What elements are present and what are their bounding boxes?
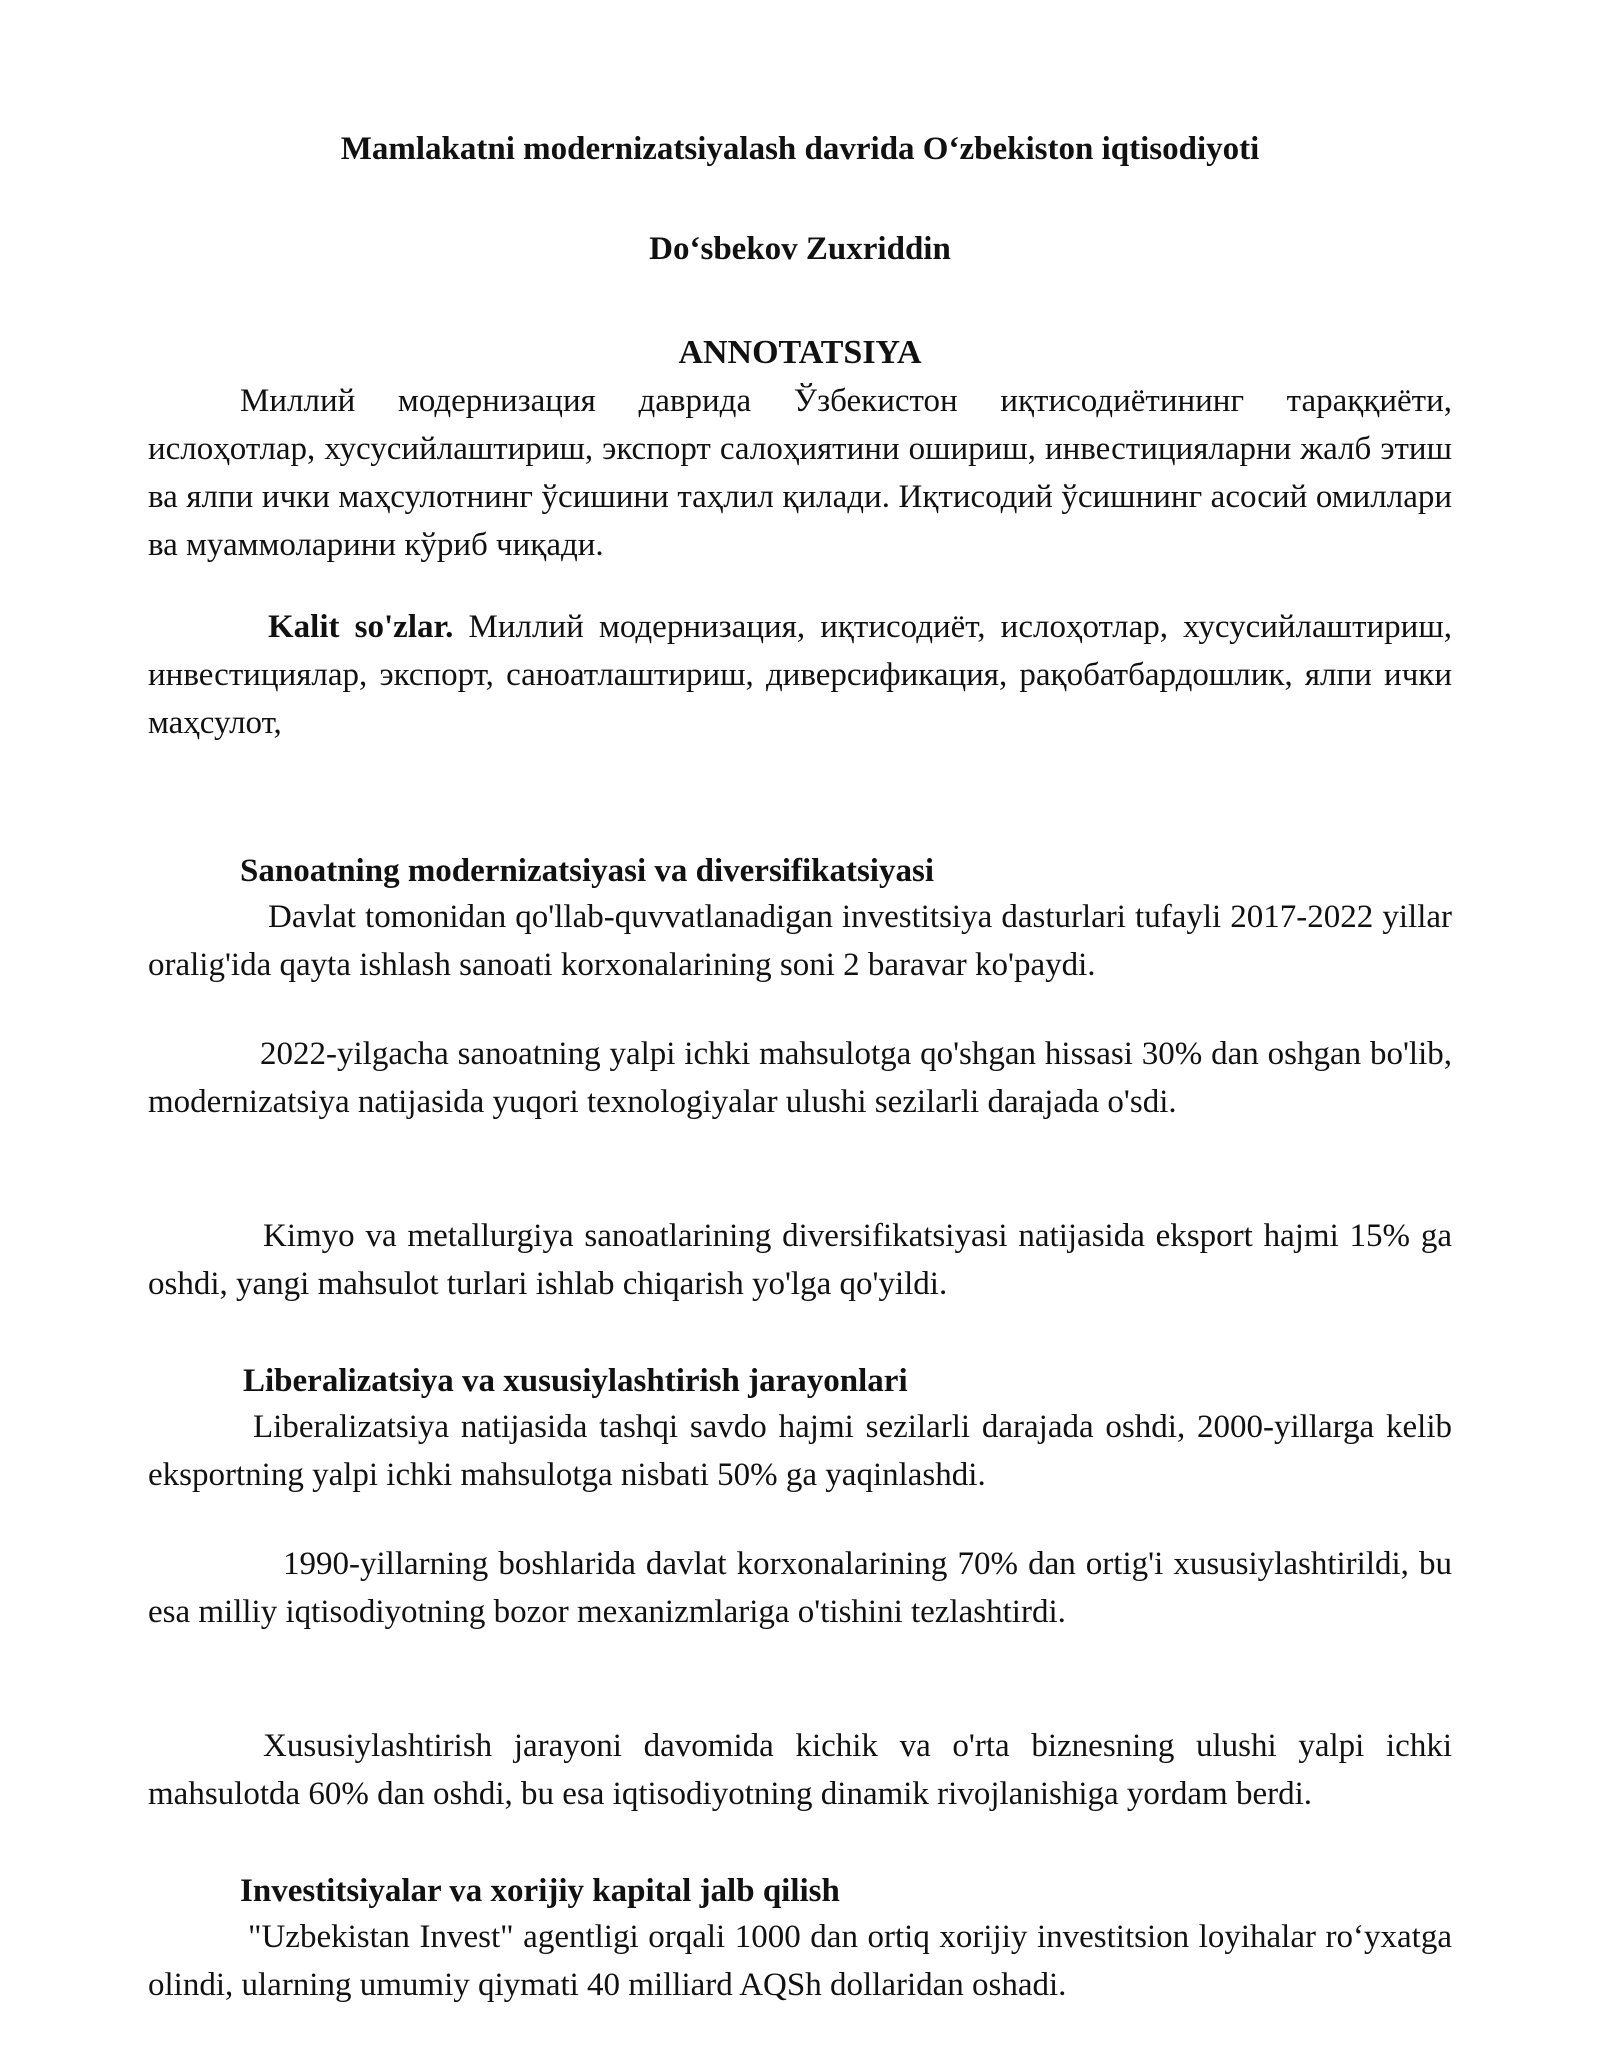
abstract-heading: ANNOTATSIYA	[678, 334, 922, 371]
section-paragraph: "Uzbekistan Invest" agentligi orqali 1000 dan ortiq xorijiy investitsion loyihalar roʻyxatga olindi, ularning umumiy qiymati 40 milliard AQSh dollaridan oshadi.	[148, 1919, 1452, 2003]
keywords-label: Kalit so'zlar.	[268, 609, 454, 645]
section-heading: Liberalizatsiya va xususiylashtirish jarayonlari	[243, 1363, 908, 1399]
section-heading: Investitsiyalar va xorijiy kapital jalb qilish	[240, 1873, 840, 1909]
section-paragraph: 2022-yilgacha sanoatning yalpi ichki mahsulotga qo'shgan hissasi 30% dan oshgan bo'lib, modernizatsiya natijasida yuqori texnologiyalar ulushi sezilarli darajada o'sdi.	[148, 1036, 1452, 1120]
document-title: Mamlakatni modernizatsiyalash davrida Oʻzbekiston iqtisodiyoti	[340, 131, 1260, 167]
author-name: Doʻsbekov Zuxriddin	[649, 231, 951, 267]
section-paragraph: Kimyo va metallurgiya sanoatlarining diversifikatsiyasi natijasida eksport hajmi 15% ga oshdi, yangi mahsulot turlari ishlab chiqarish yo'lga qo'yildi.	[148, 1218, 1452, 1302]
section-paragraph: Davlat tomonidan qo'llab-quvvatlanadigan investitsiya dasturlari tufayli 2017-2022 yillar oralig'ida qayta ishlash sanoati korxonalarining soni 2 baravar ko'paydi.	[148, 899, 1452, 983]
abstract-text: Миллий модернизация даврида Ўзбекистон иқтисодиётининг тараққиёти, ислоҳотлар, хусусийлаштириш, экспорт салоҳиятини ошириш, инвестицияларни жалб этиш ва ялпи ички маҳсулотнинг ўсишини таҳлил қилади. Иқтисодий ўсишнинг асосий омиллари ва муаммоларини кўриб чиқади.	[148, 383, 1452, 563]
section-paragraph: 1990-yillarning boshlarida davlat korxonalarining 70% dan ortig'i xususiylashtirildi, bu esa milliy iqtisodiyotning bozor mexanizmlariga o'tishini tezlashtirdi.	[148, 1546, 1452, 1630]
section-heading: Sanoatning modernizatsiyasi va diversifikatsiyasi	[240, 853, 934, 889]
section-paragraph: Xususiylashtirish jarayoni davomida kichik va o'rta biznesning ulushi yalpi ichki mahsulotda 60% dan oshdi, bu esa iqtisodiyotning dinamik rivojlanishiga yordam berdi.	[148, 1728, 1452, 1812]
section-paragraph: Liberalizatsiya natijasida tashqi savdo hajmi sezilarli darajada oshdi, 2000-yillarga kelib eksportning yalpi ichki mahsulotga nisbati 50% ga yaqinlashdi.	[148, 1409, 1452, 1493]
keywords-list: Миллий модернизация, иқтисодиёт, ислоҳотлар, хусусийлаштириш, инвестициялар, экспорт, саноатлаштириш, диверсификация, рақобатбардошлик, ялпи ички маҳсулот,	[148, 609, 1452, 741]
keywords-paragraph	[148, 603, 1452, 747]
